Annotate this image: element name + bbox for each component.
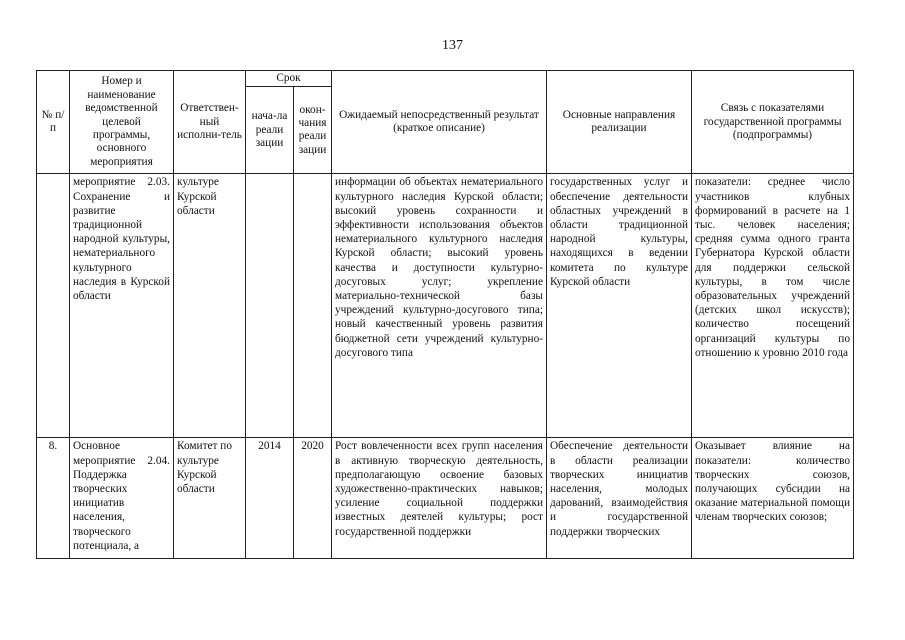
row-directions: Обеспечение деятельности в области реализации творческих инициатив населения, молодых дарований, взаимодействия и государственной поддержки творческих <box>547 438 692 559</box>
row-end <box>294 174 332 438</box>
table-row <box>37 174 854 438</box>
row-indicators: показатели: среднее число участников клубных формирований в расчете на 1 тыс. человек населения; средняя сумма одного гранта Губернатора Курской области для поддержки сельской культуры, в том числе образовательных учреждений (детских школ искусств); количество посещений организаций культуры по отношению к уровню 2010 года <box>692 174 854 438</box>
header-result: Ожидаемый непосредственный результат (краткое описание) <box>332 71 547 174</box>
header-responsible: Ответствен-ный исполни-тель <box>174 71 246 174</box>
table-row <box>37 438 854 559</box>
page-number: 137 <box>442 38 463 53</box>
row-responsible: культуре Курской области <box>174 174 246 438</box>
row-start <box>246 174 294 438</box>
row-indicators: Оказывает влияние на показатели: количество творческих союзов, получающих субсидии на оказание материальной помощи членам творческих союзов; <box>692 438 854 559</box>
row-num <box>37 174 70 438</box>
row-result: информации об объектах нематериального культурного наследия Курской области; высокий уровень сохранности и эффективности использования объектов нематериального культурного наследия Курской области; высокий уровень качества и доступности культурно-досуговых услуг; укрепление материально-технической базы учреждений культурно-досугового типа; новый качественный уровень развития бюджетной сети учреждений культурно-досугового типа <box>332 174 547 438</box>
row-responsible: Комитет по культуре Курской области <box>174 438 246 559</box>
header-term-end: окон-чания реали зации <box>294 87 332 174</box>
header-indicators: Связь с показателями государственной программы (подпрограммы) <box>692 71 854 174</box>
row-result: Рост вовлеченности всех групп населения в активную творческую деятельность, предполагающую освоение базовых художественно-практических навыков; усиление социальной поддержки известных деятелей культуры; рост государственной поддержки <box>332 438 547 559</box>
row-program: Основное мероприятие 2.04. Поддержка творческих инициатив населения, творческого потенциала, а <box>70 438 174 559</box>
measures-table <box>36 70 854 559</box>
row-num: 8. <box>37 438 70 559</box>
row-directions: государственных услуг и обеспечение деятельности областных учреждений в области традиционной народной культуры, находящихся в ведении комитета по культуре Курской области <box>547 174 692 438</box>
row-end: 2020 <box>294 438 332 559</box>
header-directions: Основные направления реализации <box>547 71 692 174</box>
row-start: 2014 <box>246 438 294 559</box>
header-program: Номер и наименование ведомственной целевой программы, основного мероприятия <box>70 71 174 174</box>
header-term-start: нача-ла реали зации <box>246 87 294 174</box>
header-num: № п/п <box>37 71 70 174</box>
header-term: Срок <box>246 71 332 87</box>
row-program: мероприятие 2.03. Сохранение и развитие традиционной народной культуры, нематериального культурного наследия в Курской области <box>70 174 174 438</box>
